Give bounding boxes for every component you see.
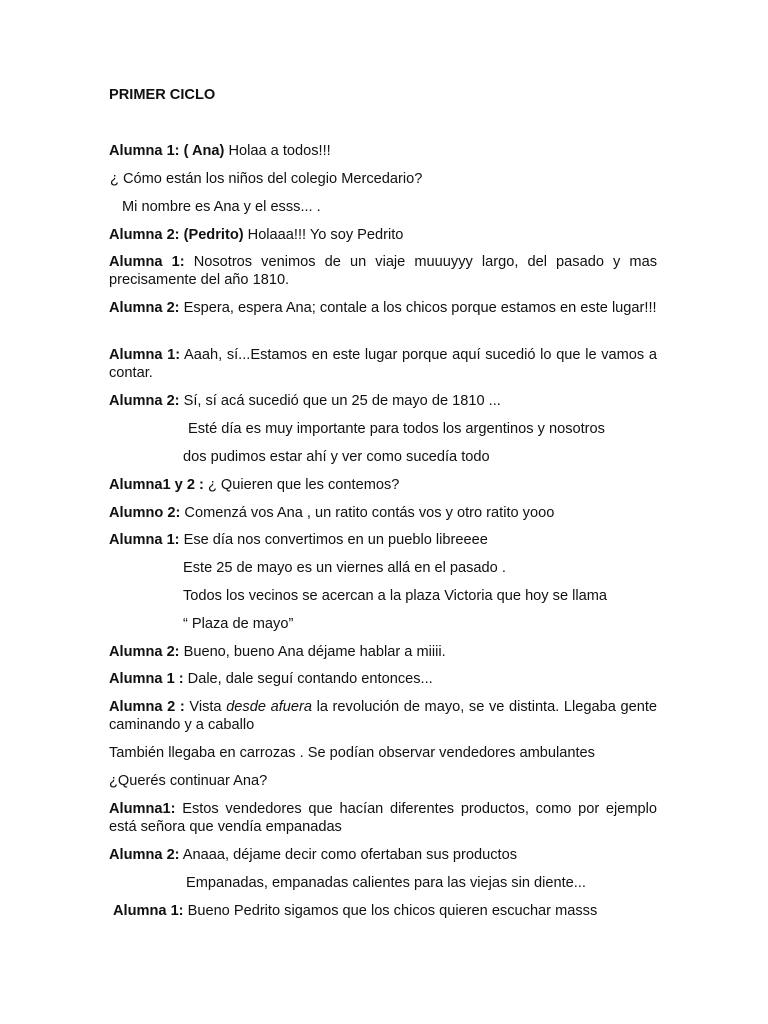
speaker-label: Alumno 2: (109, 505, 181, 521)
dialogue-line (109, 698, 657, 734)
dialogue-text: Bueno, bueno Ana déjame hablar a miiii. (179, 644, 446, 660)
speaker-label: Alumna 2: (109, 847, 180, 863)
dialogue-line (109, 670, 433, 688)
dialogue-line (109, 253, 657, 289)
dialogue-text: ¿ Quieren que les contemos? (203, 477, 400, 493)
dialogue-text: Holaa a todos!!! (224, 143, 331, 159)
speaker-label: Alumna1 y 2 : (109, 477, 204, 493)
dialogue-line: Empanadas, empanadas calientes para las viejas sin diente... (186, 875, 586, 891)
dialogue-text: Bueno Pedrito sigamos que los chicos quieren escuchar masss (183, 903, 598, 919)
speaker-label: Alumna 1: (109, 254, 185, 270)
dialogue-text: Nosotros venimos de un viaje muuuyyy largo, del pasado y mas precisamente del año 1810. (109, 254, 657, 288)
speaker-label: Alumna 1: (113, 903, 184, 919)
speaker-label: Alumna 2: (109, 393, 180, 409)
emphasis-text: desde afuera (226, 699, 312, 715)
dialogue-text: Sí, sí acá sucedió que un 25 de mayo de 1810 ... (179, 393, 501, 409)
dialogue-line: ¿Querés continuar Ana? (109, 773, 268, 789)
dialogue-line: dos pudimos estar ahí y ver como sucedía todo (183, 449, 490, 465)
dialogue-line (109, 299, 657, 317)
dialogue-text: Espera, espera Ana; contale a los chicos porque estamos en este lugar!!! (179, 300, 657, 316)
dialogue-line: ¿ Cómo están los niños del colegio Mercedario? (110, 171, 423, 187)
dialogue-line (109, 846, 517, 864)
dialogue-text: Aaah, sí...Estamos en este lugar porque aquí sucedió lo que le vamos a contar. (109, 347, 657, 381)
dialogue-line (109, 531, 488, 549)
speaker-label: Alumna 2: (109, 300, 180, 316)
dialogue-text: Ese día nos convertimos en un pueblo libreeee (179, 532, 488, 548)
speaker-label: Alumna1: (109, 801, 176, 817)
dialogue-line (113, 902, 597, 920)
dialogue-line (109, 504, 554, 522)
dialogue-text: Vista (184, 699, 227, 715)
dialogue-line (109, 346, 657, 382)
dialogue-line: Todos los vecinos se acercan a la plaza Victoria que hoy se llama (183, 588, 607, 604)
dialogue-line (109, 476, 399, 494)
speaker-label: Alumna 1: (109, 532, 180, 548)
dialogue-line: “ Plaza de mayo” (183, 616, 294, 632)
dialogue-line: Mi nombre es Ana y el esss... . (122, 199, 321, 215)
dialogue-line: Esté día es muy importante para todos los argentinos y nosotros (188, 421, 605, 437)
dialogue-line: Este 25 de mayo es un viernes allá en el pasado . (183, 560, 506, 576)
speaker-label: Alumna 2: (109, 644, 180, 660)
dialogue-line: También llegaba en carrozas . Se podían observar vendedores ambulantes (109, 745, 595, 761)
speaker-label: Alumna 2: (Pedrito) (109, 227, 244, 243)
dialogue-text: Holaaa!!! Yo soy Pedrito (243, 227, 404, 243)
dialogue-text: Estos vendedores que hacían diferentes productos, como por ejemplo está señora que vendía empanadas (109, 801, 657, 835)
dialogue-text: Comenzá vos Ana , un ratito contás vos y otro ratito yooo (180, 505, 555, 521)
dialogue-line (109, 643, 446, 661)
dialogue-line (109, 392, 501, 410)
dialogue-line (109, 142, 331, 160)
dialogue-line (109, 800, 657, 836)
speaker-label: Alumna 2 : (109, 699, 185, 715)
dialogue-text: Dale, dale seguí contando entonces... (183, 671, 433, 687)
speaker-label: Alumna 1: (109, 347, 181, 363)
dialogue-text: Anaaa, déjame decir como ofertaban sus productos (179, 847, 518, 863)
dialogue-line (109, 226, 403, 244)
section-heading: PRIMER CICLO (109, 87, 216, 103)
dialogue-text: la revolución de mayo, se ve distinta. Llegaba gente caminando y a caballo (109, 699, 657, 733)
speaker-label: Alumna 1 : (109, 671, 184, 687)
speaker-label: Alumna 1: ( Ana) (109, 143, 225, 159)
